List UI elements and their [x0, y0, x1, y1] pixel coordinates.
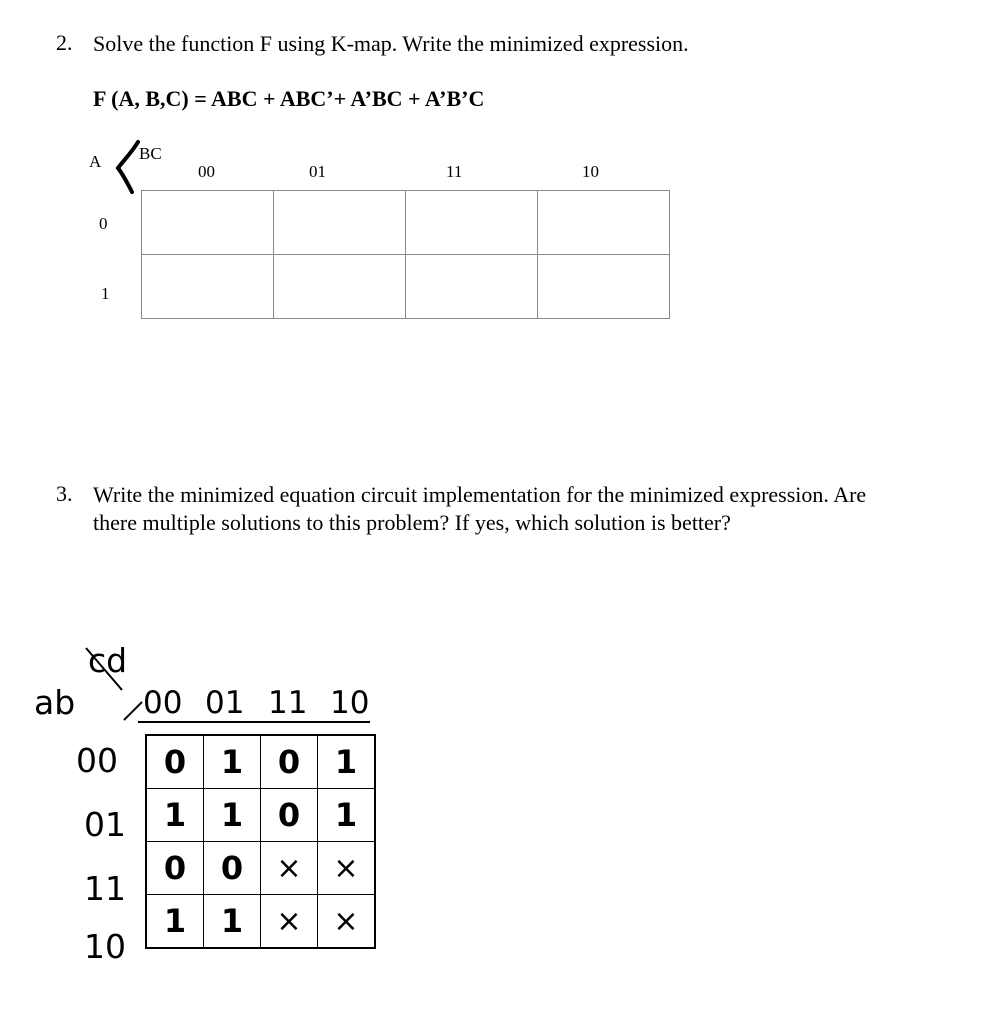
- question-2-number: 2.: [56, 30, 73, 55]
- kmap-row-header: 1: [101, 284, 110, 303]
- kmap4-col-header: 01: [205, 685, 245, 721]
- kmap4-cell-dont-care: ×: [261, 895, 318, 949]
- kmap4-cell-dont-care: ×: [318, 895, 376, 949]
- kmap-cell[interactable]: [406, 255, 538, 319]
- kmap4-row-variable: ab: [34, 683, 76, 722]
- kmap4-col-header: 10: [330, 685, 370, 721]
- kmap-row-variable: A: [89, 152, 102, 171]
- kmap-col-header: 11: [446, 162, 463, 181]
- kmap4-cell: 0: [204, 842, 261, 895]
- kmap4-row-header: 01: [84, 805, 126, 844]
- kmap-cell[interactable]: [538, 255, 670, 319]
- kmap4-header-underline: [138, 721, 370, 723]
- kmap4-cell: 1: [318, 789, 376, 842]
- kmap-cell[interactable]: [274, 255, 406, 319]
- kmap-cell[interactable]: [142, 191, 274, 255]
- function-expression: F (A, B,C) = ABC + ABC’+ A’BC + A’B’C: [93, 86, 485, 111]
- kmap4-cell-dont-care: ×: [318, 842, 376, 895]
- kmap4-cell: 1: [146, 789, 204, 842]
- question-3-number: 3.: [56, 481, 73, 506]
- kmap4-cell: 0: [146, 735, 204, 789]
- kmap-row-header: 0: [99, 214, 108, 233]
- question-2-prompt: Solve the function F using K-map. Write the minimized expression.: [93, 31, 689, 56]
- kmap-cell[interactable]: [142, 255, 274, 319]
- kmap-col-header: 00: [198, 162, 215, 181]
- kmap4-cell: 1: [204, 735, 261, 789]
- kmap4-grid: [145, 734, 376, 949]
- question-3-line-2: there multiple solutions to this problem? If yes, which solution is better?: [93, 510, 731, 535]
- kmap-corner-diagonal: [108, 138, 144, 196]
- kmap4-row-header: 10: [84, 927, 126, 966]
- kmap4-col-header: 11: [268, 685, 308, 721]
- kmap-cell[interactable]: [406, 191, 538, 255]
- kmap-3var-grid: [141, 190, 670, 319]
- kmap4-cell: 1: [204, 789, 261, 842]
- kmap-cell[interactable]: [274, 191, 406, 255]
- kmap-col-header: 10: [582, 162, 599, 181]
- kmap4-row-header: 11: [84, 869, 126, 908]
- kmap4-row-header: 00: [76, 741, 118, 780]
- kmap4-col-variable: cd: [88, 641, 128, 680]
- kmap4-col-header: 00: [143, 685, 183, 721]
- kmap4-cell: 0: [261, 789, 318, 842]
- kmap4-cell: 0: [261, 735, 318, 789]
- kmap4-cell: 1: [204, 895, 261, 949]
- kmap4-cell-dont-care: ×: [261, 842, 318, 895]
- question-3-line-1: Write the minimized equation circuit implementation for the minimized expression. Are: [93, 482, 867, 507]
- kmap4-cell: 0: [146, 842, 204, 895]
- kmap-col-variable: BC: [139, 144, 162, 163]
- kmap-col-header: 01: [309, 162, 326, 181]
- kmap4-cell: 1: [146, 895, 204, 949]
- kmap-cell[interactable]: [538, 191, 670, 255]
- kmap4-cell: 1: [318, 735, 376, 789]
